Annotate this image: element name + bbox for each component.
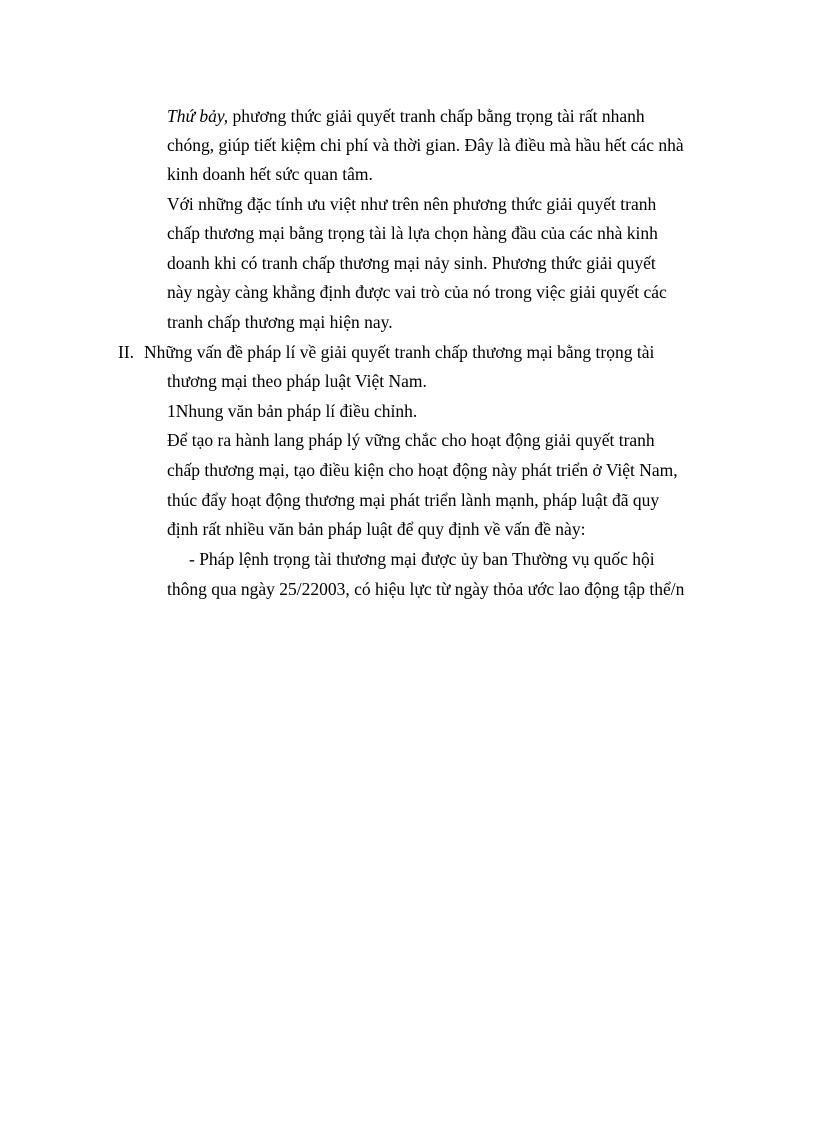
paragraph-2-line-3: doanh khi có tranh chấp thương mại nảy sinh. Phương thức giải quyết — [167, 253, 656, 273]
paragraph-2-line-2: chấp thương mại bằng trọng tài là lựa chọn hàng đầu của các nhà kinh — [167, 223, 658, 243]
paragraph-1-line-1-text: phương thức giải quyết tranh chấp bằng trọng tài rất nhanh — [228, 106, 645, 126]
paragraph-1-lead-italic: Thứ bảy, — [167, 106, 229, 126]
paragraph-1-line-2: chóng, giúp tiết kiệm chi phí và thời gian. Đây là điều mà hầu hết các nhà — [167, 135, 684, 155]
paragraph-3-line-4: định rất nhiều văn bản pháp luật để quy định về vấn đề này: — [167, 519, 586, 539]
section-ii-heading-text: Những vấn đề pháp lí về giải quyết tranh chấp thương mại bằng trọng tài — [144, 342, 655, 362]
paragraph-2-line-4: này ngày càng khẳng định được vai trò của nó trong việc giải quyết các — [167, 282, 667, 302]
bullet-1-line-2: thông qua ngày 25/22003, có hiệu lực từ ngày thỏa ước lao động tập thể/n — [167, 579, 685, 599]
paragraph-3-line-2: chấp thương mại, tạo điều kiện cho hoạt động này phát triển ở Việt Nam, — [167, 460, 678, 480]
section-ii-number: II. — [118, 342, 135, 362]
paragraph-3-line-1: Để tạo ra hành lang pháp lý vững chắc cho hoạt động giải quyết tranh — [167, 430, 655, 450]
bullet-1-line-1: - Pháp lệnh trọng tài thương mại được ủy ban Thường vụ quốc hội — [189, 549, 655, 569]
subheading: 1Nhung văn bản pháp lí điều chỉnh. — [167, 401, 418, 421]
paragraph-1-line-1 — [167, 106, 645, 126]
paragraph-1-line-3: kinh doanh hết sức quan tâm. — [167, 164, 373, 184]
section-ii-heading-line-2: thương mại theo pháp luật Việt Nam. — [167, 371, 427, 391]
paragraph-3-line-3: thúc đẩy hoạt động thương mại phát triển lành mạnh, pháp luật đã quy — [167, 490, 660, 510]
paragraph-2-line-1: Với những đặc tính ưu việt như trên nên phương thức giải quyết tranh — [167, 194, 657, 214]
section-ii-heading-line-1 — [118, 342, 654, 362]
paragraph-2-line-5: tranh chấp thương mại hiện nay. — [167, 312, 393, 332]
